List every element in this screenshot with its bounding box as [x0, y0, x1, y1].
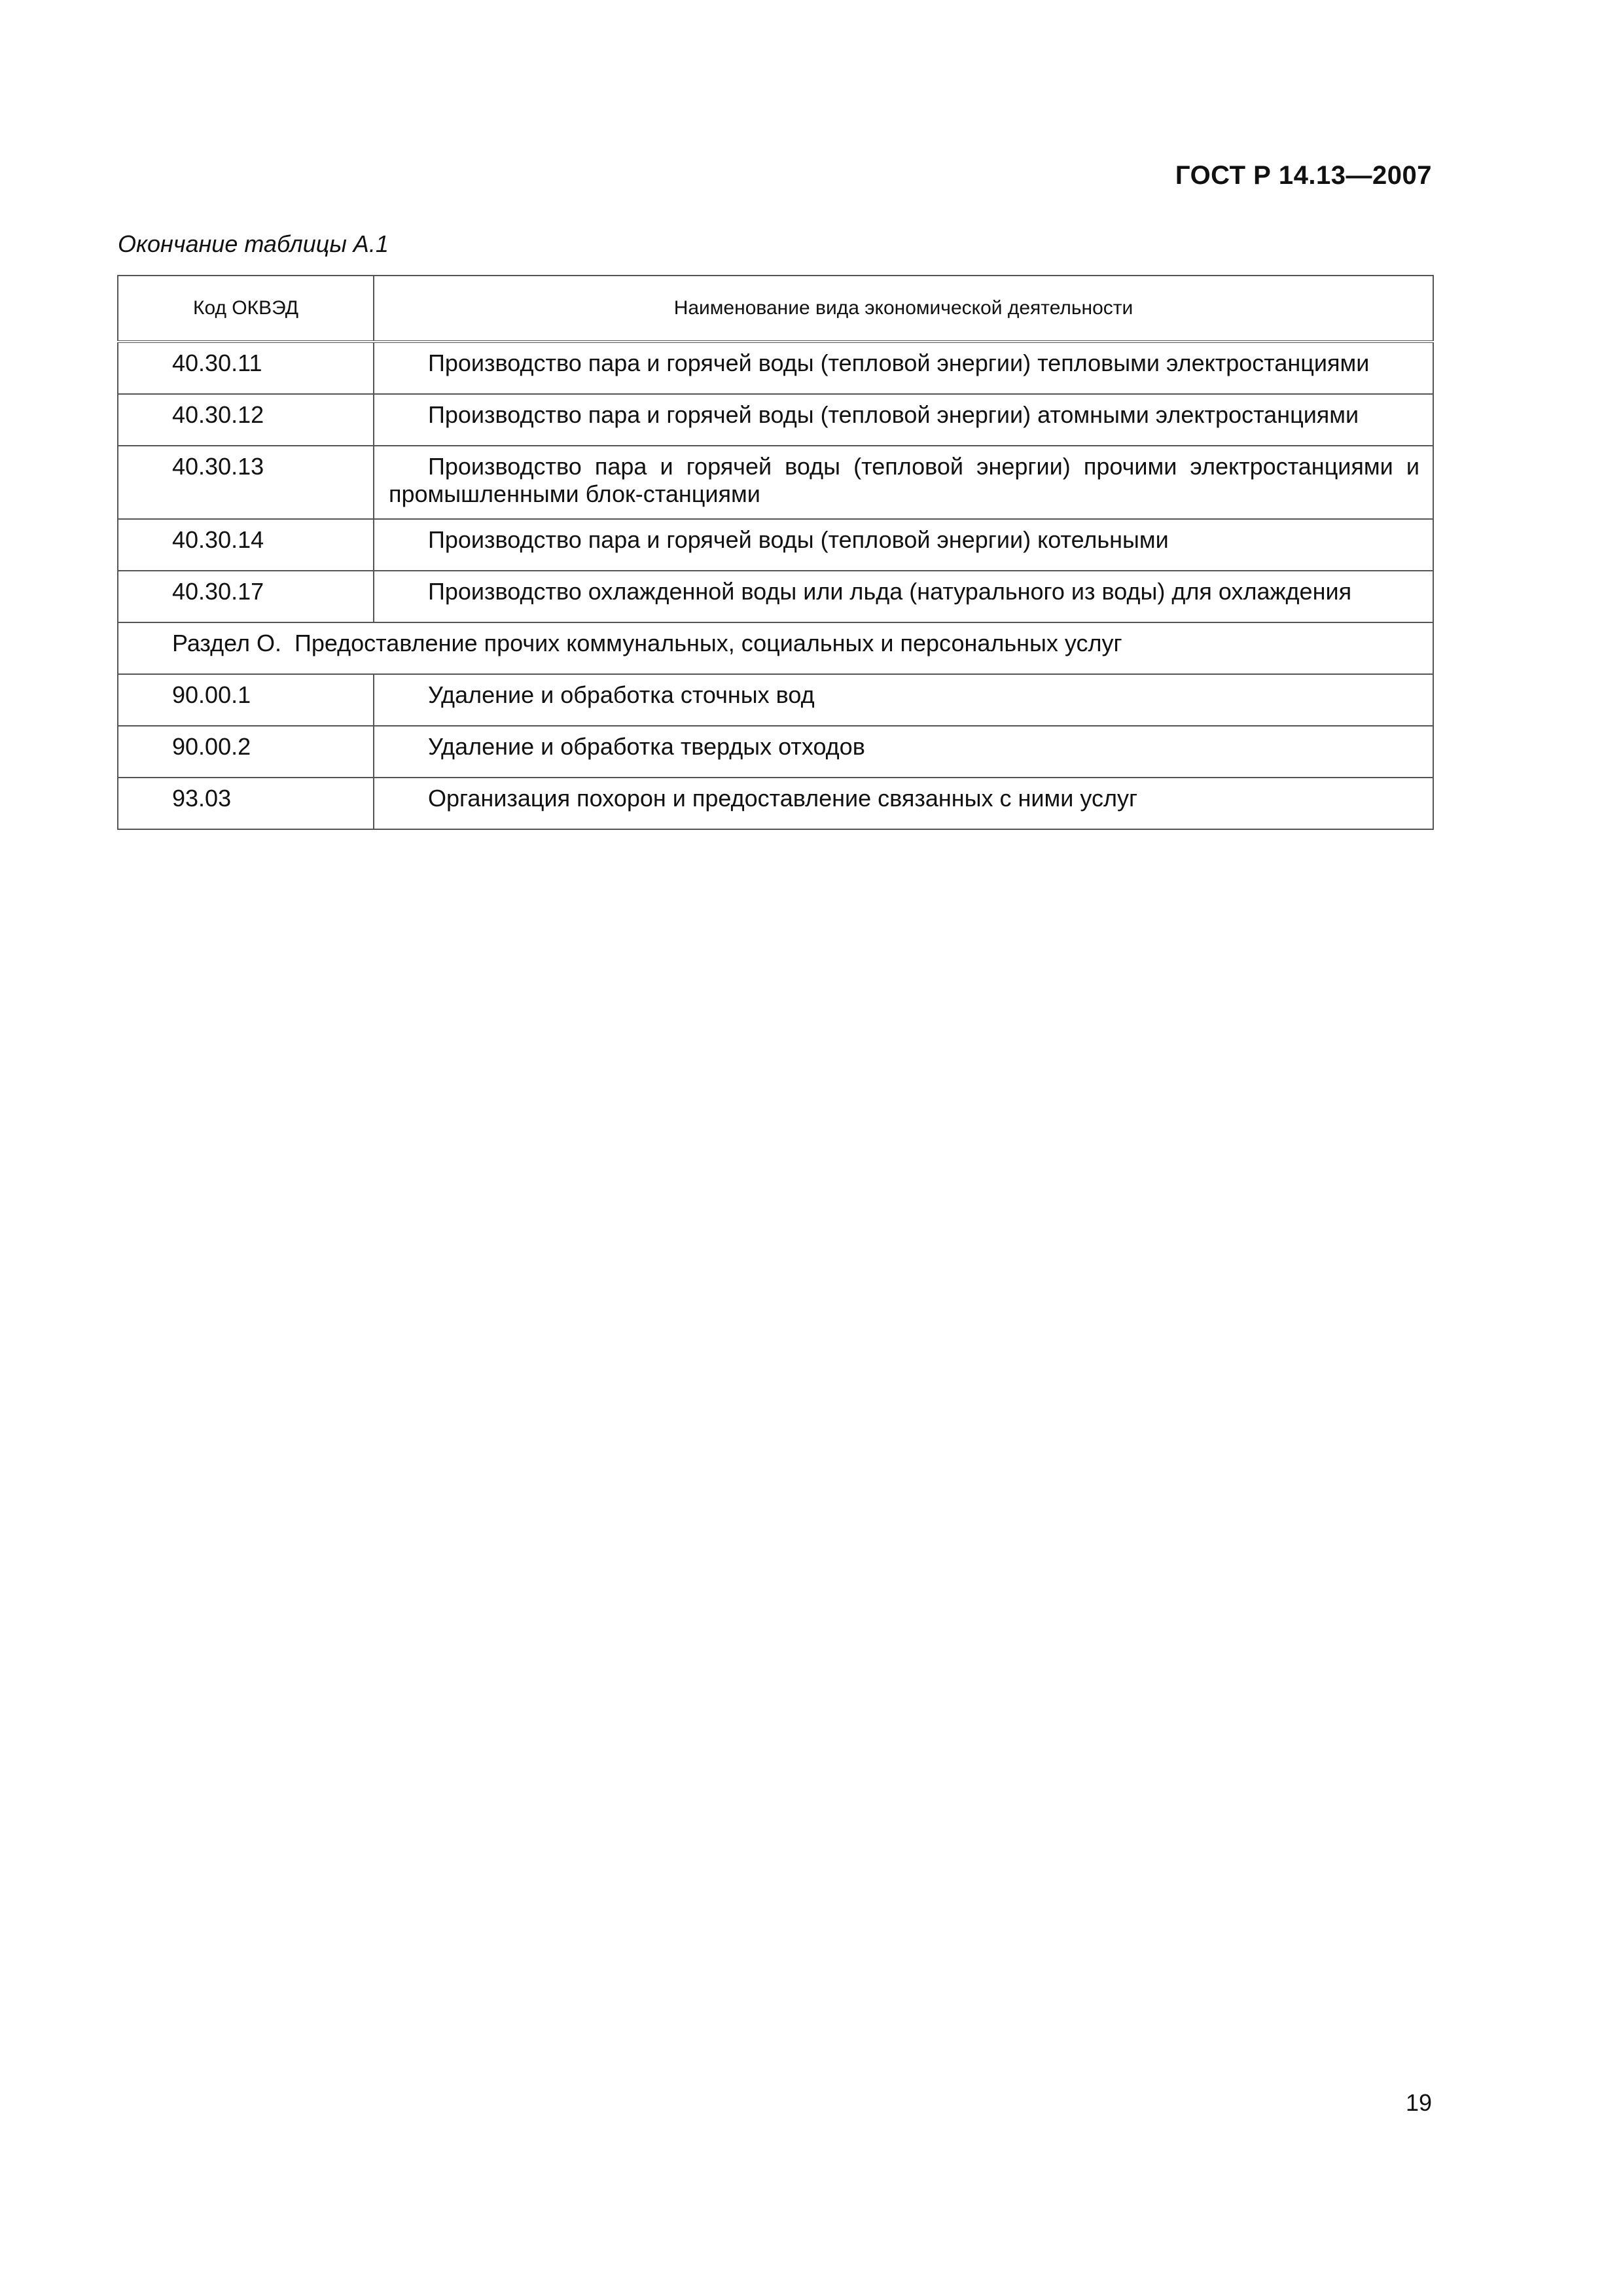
activity-name: [374, 446, 1433, 519]
column-header-name: Наименование вида экономической деятельности: [374, 276, 1433, 342]
okved-code: 40.30.17: [118, 571, 374, 622]
document-code-header: ГОСТ Р 14.13—2007: [1175, 161, 1432, 190]
table-row: [118, 446, 1433, 519]
okved-code: 40.30.11: [118, 342, 374, 394]
activity-name-text: Производство пара и горячей воды (тепловой энергии) прочими электростанциями и промышленными блок-станциями: [389, 453, 1419, 507]
page-number: 19: [1405, 2089, 1432, 2116]
column-header-code: Код ОКВЭД: [118, 276, 374, 342]
activity-name: [374, 519, 1433, 571]
okved-code: 40.30.12: [118, 394, 374, 446]
activity-name: [374, 571, 1433, 622]
table-row: [118, 571, 1433, 622]
activity-name: [374, 394, 1433, 446]
activity-name: [374, 726, 1433, 778]
okved-code: 40.30.13: [118, 446, 374, 519]
table-caption: Окончание таблицы А.1: [118, 230, 389, 257]
activity-name-text: Удаление и обработка сточных вод: [428, 681, 815, 708]
okved-code: 90.00.1: [118, 674, 374, 726]
activity-name-text: Производство пара и горячей воды (тепловой энергии) котельными: [428, 526, 1169, 553]
activity-name-text: Производство пара и горячей воды (тепловой энергии) атомными электростанциями: [428, 401, 1359, 428]
table-row: [118, 726, 1433, 778]
okved-code: 40.30.14: [118, 519, 374, 571]
table-row: [118, 674, 1433, 726]
activity-name-text: Организация похорон и предоставление связанных с ними услуг: [428, 785, 1138, 812]
section-title: Раздел О. Предоставление прочих коммунальных, социальных и персональных услуг: [118, 622, 1433, 674]
activity-name-text: Производство пара и горячей воды (тепловой энергии) тепловыми электростанциями: [428, 350, 1370, 376]
activity-name: [374, 342, 1433, 394]
table-row: [118, 519, 1433, 571]
activity-name-text: Производство охлажденной воды или льда (натурального из воды) для охлаждения: [428, 578, 1352, 605]
okved-code: 90.00.2: [118, 726, 374, 778]
table-row: [118, 394, 1433, 446]
table-header-row: [118, 276, 1433, 342]
activity-name: [374, 778, 1433, 829]
section-row: [118, 622, 1433, 674]
activity-name: [374, 674, 1433, 726]
activity-name-text: Удаление и обработка твердых отходов: [428, 733, 865, 760]
table-row: [118, 778, 1433, 829]
okved-table: [117, 275, 1434, 830]
okved-code: 93.03: [118, 778, 374, 829]
table-row: [118, 342, 1433, 394]
